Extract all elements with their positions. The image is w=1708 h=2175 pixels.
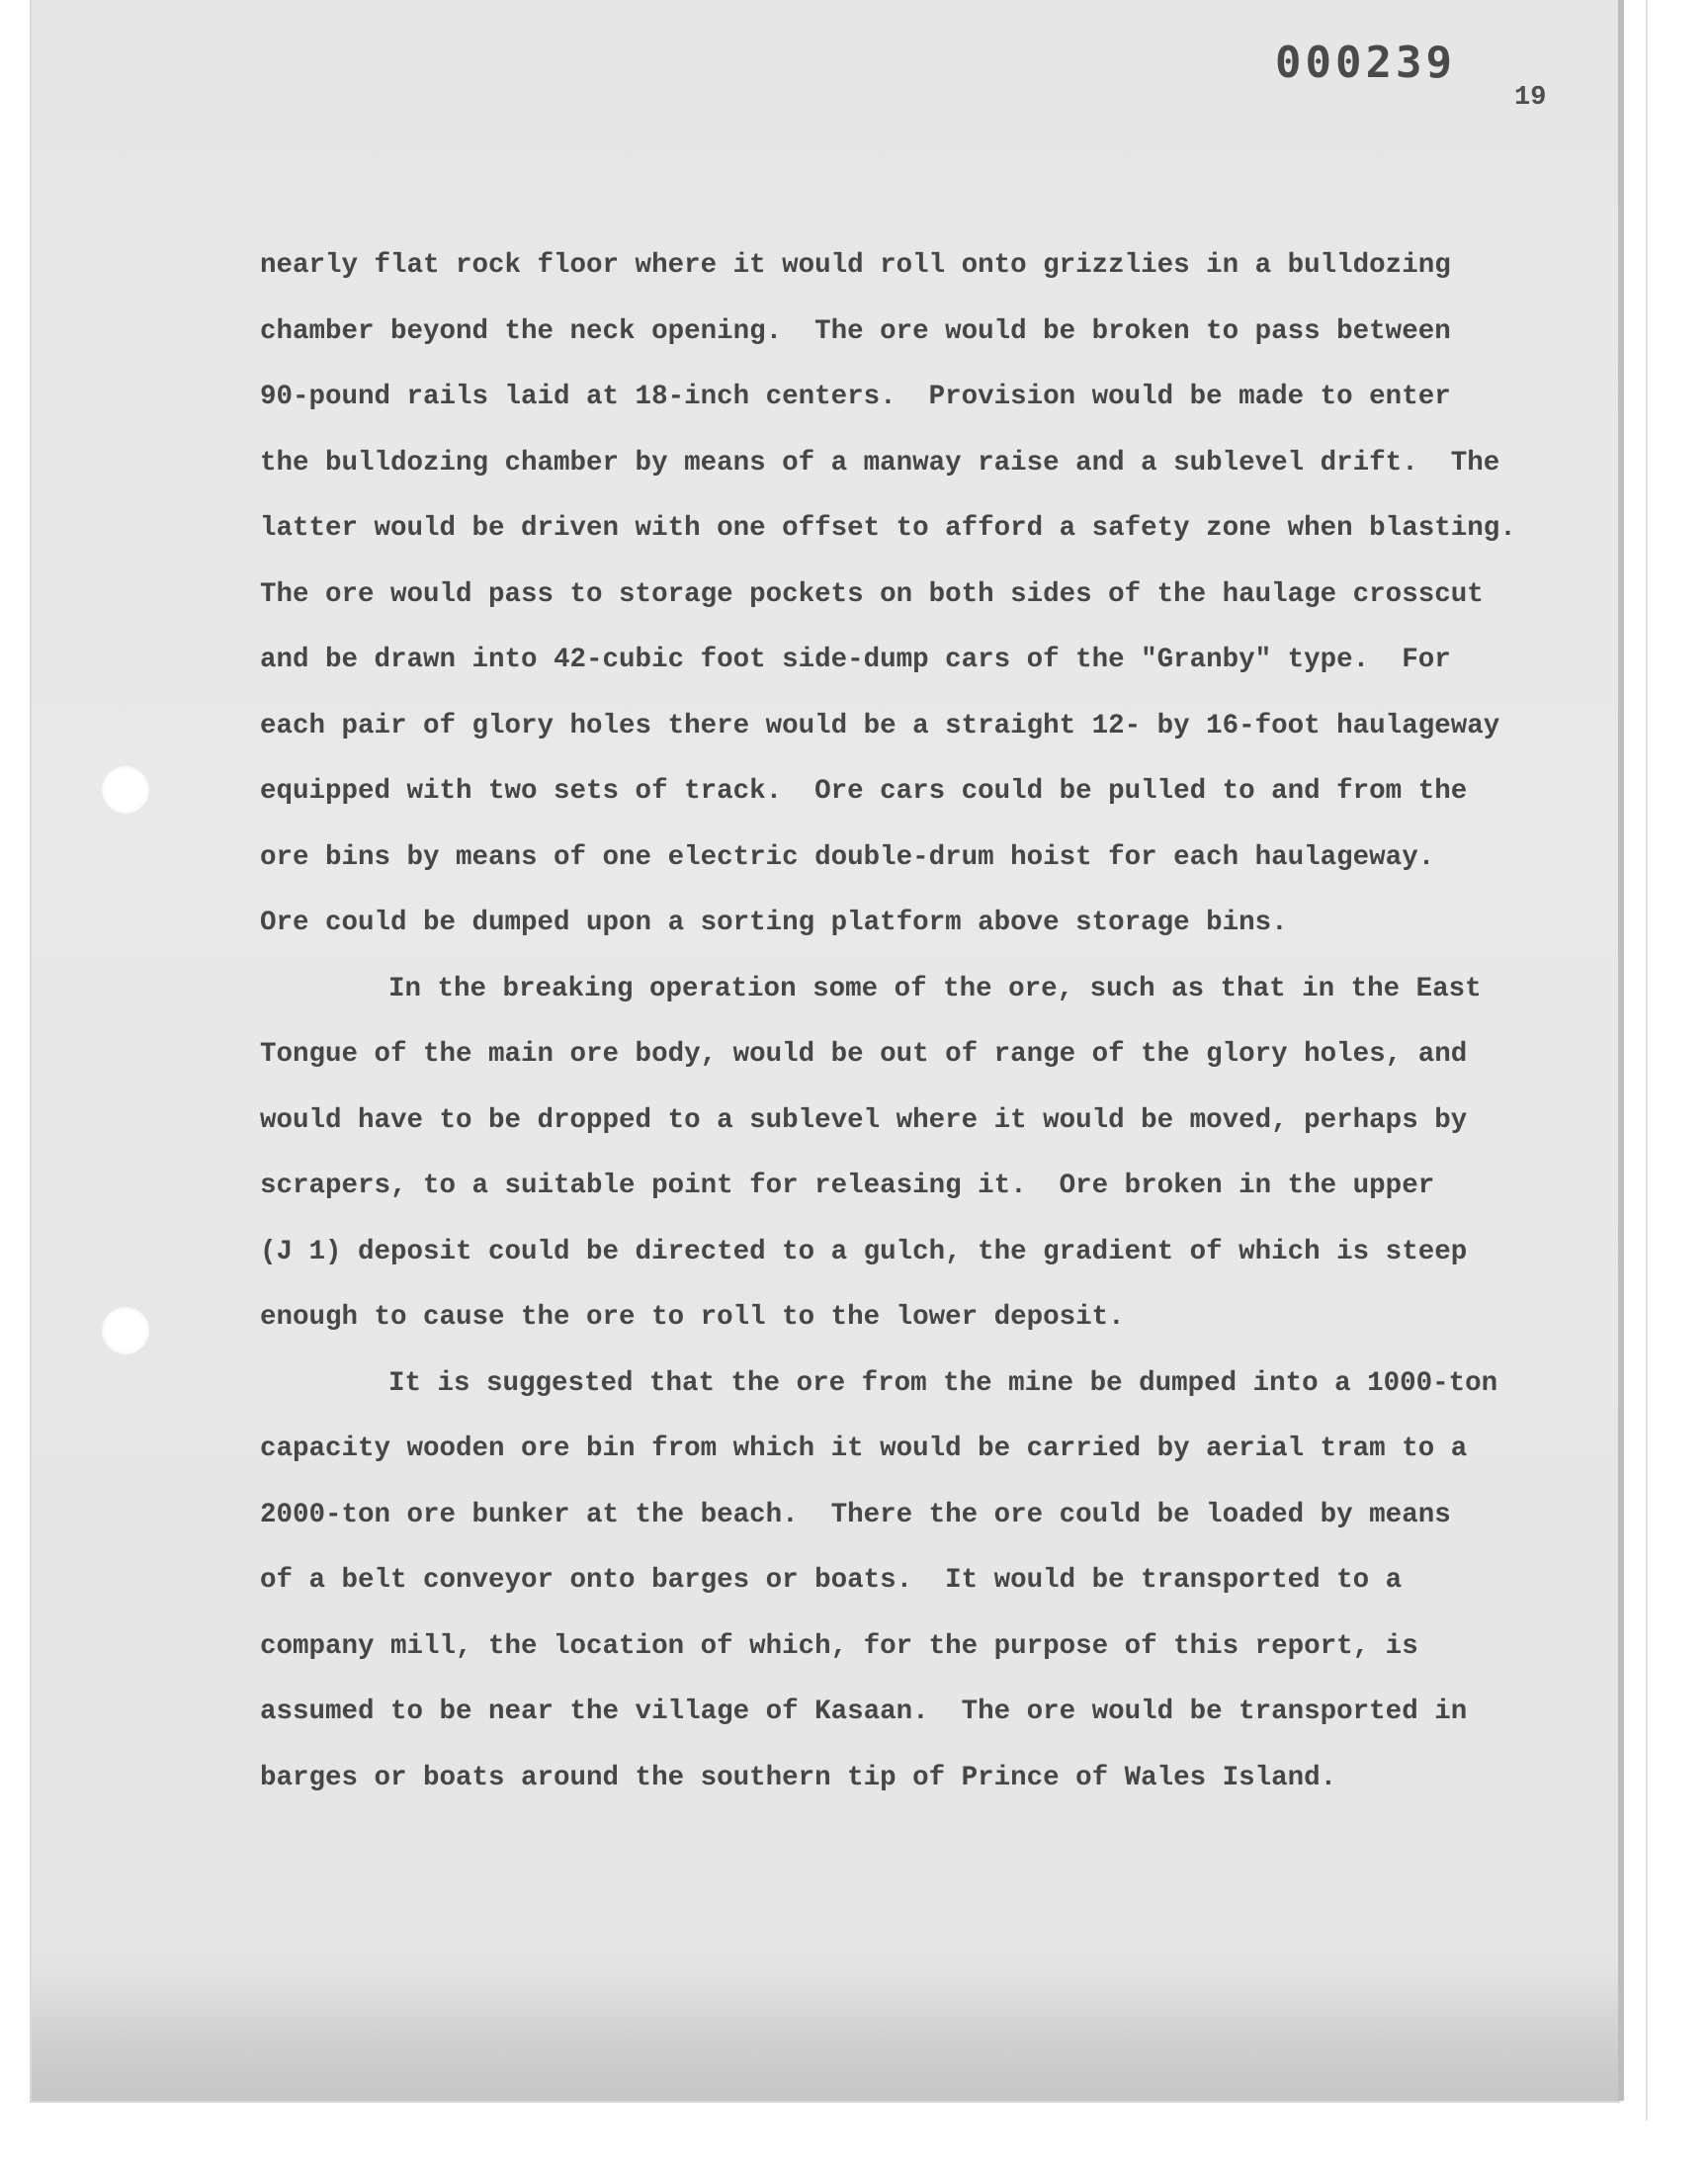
text-line: enough to cause the ore to roll to the lower deposit. — [260, 1302, 1125, 1333]
text-line: capacity wooden ore bin from which it would be carried by aerial tram to a — [260, 1434, 1468, 1464]
text-line: the bulldozing chamber by means of a manway raise and a sublevel drift. The — [260, 447, 1500, 478]
text-line: latter would be driven with one offset to afford a safety zone when blasting. — [260, 513, 1516, 544]
paragraph — [260, 233, 1584, 957]
text-line: In the breaking operation some of the ore, such as that in the East — [388, 973, 1482, 1004]
text-line: 2000-ton ore bunker at the beach. There the ore could be loaded by means — [260, 1499, 1451, 1530]
text-line: Ore could be dumped upon a sorting platform above storage bins. — [260, 908, 1288, 938]
sheet-shadow — [32, 1962, 1618, 2101]
text-line: of a belt conveyor onto barges or boats. It would be transported to a — [260, 1565, 1403, 1596]
text-line: chamber beyond the neck opening. The ore would be broken to pass between — [260, 315, 1451, 347]
text-line: and be drawn into 42-cubic foot side-dump cars of the "Granby" type. For — [260, 645, 1451, 675]
text-line: barges or boats around the southern tip of Prince of Wales Island. — [260, 1762, 1337, 1793]
document-stamp-number: 000239 — [1275, 38, 1456, 88]
text-line: each pair of glory holes there would be a straight 12- by 16-foot haulageway — [260, 710, 1500, 741]
sheet-edge — [1618, 0, 1624, 2101]
scanner-bottom-band — [0, 2121, 1708, 2175]
text-line: scrapers, to a suitable point for releasing it. Ore broken in the upper — [260, 1171, 1435, 1201]
paragraph — [260, 1351, 1584, 1812]
text-line: ore bins by means of one electric double-drum hoist for each haulageway. — [260, 841, 1435, 873]
text-line: (J 1) deposit could be directed to a gulch, the gradient of which is steep — [260, 1236, 1468, 1267]
text-line: It is suggested that the ore from the mine be dumped into a 1000-ton — [388, 1367, 1498, 1399]
text-line: nearly flat rock floor where it would roll onto grizzlies in a bulldozing — [260, 250, 1451, 281]
body-text — [260, 233, 1584, 1811]
scanner-margin-line — [1646, 0, 1648, 2175]
text-line: Tongue of the main ore body, would be out of range of the glory holes, and — [260, 1039, 1468, 1070]
text-line: The ore would pass to storage pockets on both sides of the haulage crosscut — [260, 578, 1484, 610]
text-line: company mill, the location of which, for the purpose of this report, is — [260, 1630, 1418, 1662]
text-line: assumed to be near the village of Kasaan. The ore would be transported in — [260, 1696, 1468, 1727]
paragraph — [260, 957, 1584, 1351]
page-number: 19 — [1514, 83, 1547, 113]
text-line: equipped with two sets of track. Ore cars could be pulled to and from the — [260, 776, 1468, 807]
punch-hole-upper — [102, 766, 149, 814]
text-line: would have to be dropped to a sublevel where it would be moved, perhaps by — [260, 1104, 1468, 1136]
text-line: 90-pound rails laid at 18-inch centers. Provision would be made to enter — [260, 382, 1451, 412]
punch-hole-lower — [102, 1307, 149, 1354]
